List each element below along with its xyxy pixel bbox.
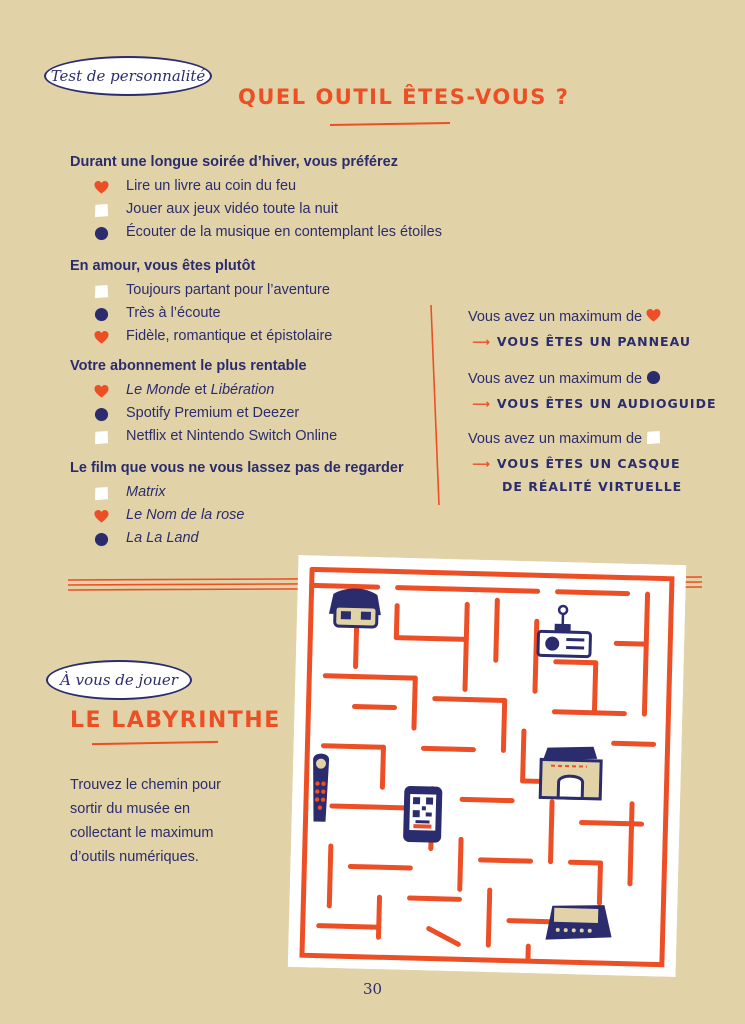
answer-option: Toujours partant pour l’aventure bbox=[126, 282, 330, 298]
result-verdict bbox=[472, 392, 717, 415]
result-verdict bbox=[472, 452, 682, 498]
result-intro-text: Vous avez un maximum de bbox=[468, 431, 643, 447]
game-title-underline bbox=[92, 741, 218, 745]
maze bbox=[288, 555, 687, 977]
circle-icon[interactable] bbox=[94, 532, 109, 547]
answer-part: Libération bbox=[210, 382, 275, 398]
answer-option: Spotify Premium et Deezer bbox=[126, 405, 300, 421]
result-verdict-line1: VOUS ÊTES UN PANNEAU bbox=[496, 334, 692, 349]
question-title: Durant une longue soirée d’hiver, vous préférez bbox=[70, 154, 398, 170]
quiz-title-underline bbox=[330, 122, 450, 126]
answer-option: La La Land bbox=[126, 530, 199, 546]
quiz-badge bbox=[44, 56, 212, 96]
vr-headset-icon bbox=[329, 588, 382, 627]
circle-icon[interactable] bbox=[94, 407, 109, 422]
answer-option: Écouter de la musique en contemplant les étoiles bbox=[126, 224, 442, 240]
heart-icon[interactable] bbox=[94, 330, 109, 345]
square-icon[interactable] bbox=[94, 430, 109, 445]
question-title: Votre abonnement le plus rentable bbox=[70, 358, 307, 374]
result-intro bbox=[468, 370, 661, 387]
circle-icon bbox=[646, 370, 661, 385]
answer-part: Le Monde bbox=[126, 382, 191, 398]
result-intro bbox=[468, 430, 661, 447]
game-badge bbox=[46, 660, 192, 700]
square-icon[interactable] bbox=[94, 284, 109, 299]
result-intro-text: Vous avez un maximum de bbox=[468, 309, 643, 325]
heart-icon bbox=[646, 308, 661, 323]
answer-option: Le Nom de la rose bbox=[126, 507, 245, 523]
answer-option: Fidèle, romantique et épistolaire bbox=[126, 328, 333, 344]
circle-icon[interactable] bbox=[94, 226, 109, 241]
result-verdict-line1: VOUS ÊTES UN CASQUE bbox=[496, 456, 681, 471]
game-badge-text: À vous de jouer bbox=[60, 671, 178, 689]
column-divider bbox=[428, 300, 442, 510]
question-title: En amour, vous êtes plutôt bbox=[70, 258, 256, 274]
answer-option: Lire un livre au coin du feu bbox=[126, 178, 297, 194]
tablet-qr-icon bbox=[403, 786, 442, 843]
page-number: 30 bbox=[362, 980, 383, 998]
result-verdict-line1: VOUS ÊTES UN AUDIOGUIDE bbox=[496, 396, 717, 411]
arrow-right-icon: ⟶ bbox=[472, 334, 491, 349]
answer-option: Très à l’écoute bbox=[126, 305, 221, 321]
square-icon[interactable] bbox=[94, 203, 109, 218]
square-icon bbox=[646, 430, 661, 445]
arrow-right-icon: ⟶ bbox=[472, 456, 491, 471]
result-verdict-line2: DE RÉALITÉ VIRTUELLE bbox=[502, 479, 683, 494]
result-intro-text: Vous avez un maximum de bbox=[468, 371, 643, 387]
answer-option: Netflix et Nintendo Switch Online bbox=[126, 428, 338, 444]
question-title: Le film que vous ne vous lassez pas de regarder bbox=[70, 460, 404, 476]
result-verdict bbox=[472, 330, 691, 353]
result-intro bbox=[468, 308, 661, 325]
arrow-right-icon: ⟶ bbox=[472, 396, 491, 411]
square-icon[interactable] bbox=[94, 486, 109, 501]
answer-option bbox=[126, 382, 274, 398]
quiz-title: QUEL OUTIL ÊTES-VOUS ? bbox=[238, 85, 570, 109]
circle-icon[interactable] bbox=[94, 307, 109, 322]
answer-option: Matrix bbox=[126, 484, 166, 500]
kiosk-icon bbox=[540, 745, 601, 799]
game-title: LE LABYRINTHE bbox=[70, 708, 281, 733]
heart-icon[interactable] bbox=[94, 384, 109, 399]
heart-icon[interactable] bbox=[94, 180, 109, 195]
screen-panel-icon bbox=[545, 904, 612, 942]
quiz-badge-text: Test de personnalité bbox=[50, 67, 206, 85]
game-instructions: Trouvez le chemin pour sortir du musée en collectant le maximum d’outils numériques. bbox=[70, 777, 221, 865]
answer-part: et bbox=[190, 382, 211, 398]
heart-icon[interactable] bbox=[94, 509, 109, 524]
answer-option: Jouer aux jeux vidéo toute la nuit bbox=[126, 201, 338, 217]
